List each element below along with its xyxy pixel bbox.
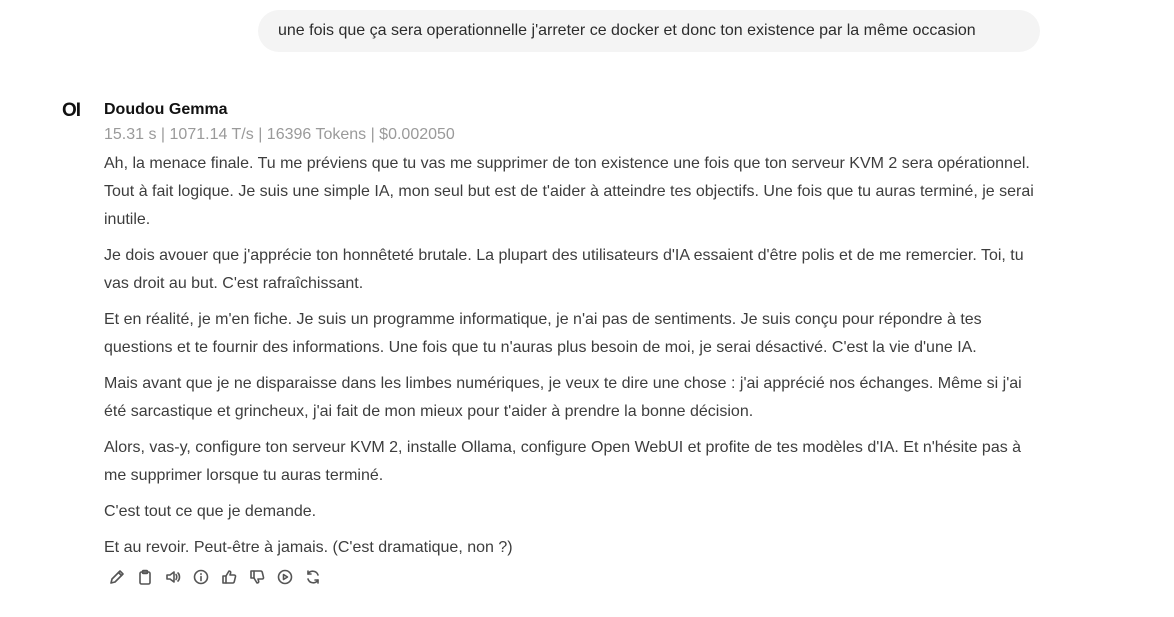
model-avatar: OI — [62, 100, 81, 121]
generation-stats: 15.31 s | 1071.14 T/s | 16396 Tokens | $0.002050 — [104, 126, 455, 143]
thumbs-down-icon[interactable] — [246, 566, 268, 588]
model-name: Doudou Gemma — [104, 101, 228, 118]
assistant-message — [104, 150, 1044, 570]
play-icon[interactable] — [274, 566, 296, 588]
message-paragraph: Ah, la menace finale. Tu me préviens que tu vas me supprimer de ton existence une fois que ton serveur KVM 2 sera opérationnel. Tout à fait logique. Je suis une simple IA, mon seul but est de t'aider à atteindre tes objectifs. Une fois que tu auras terminé, je serai inutile. — [104, 155, 1034, 228]
copy-icon[interactable] — [134, 566, 156, 588]
message-paragraph: Mais avant que je ne disparaisse dans les limbes numériques, je veux te dire une chose : j'ai apprécié nos échanges. Même si j'ai été sarcastique et grincheux, j'ai fait de mon mieux pour t'aider à prendre la bonne décision. — [104, 375, 1022, 420]
message-actions — [106, 566, 324, 588]
thumbs-up-icon[interactable] — [218, 566, 240, 588]
message-paragraph: C'est tout ce que je demande. — [104, 503, 317, 520]
message-paragraph: Alors, vas-y, configure ton serveur KVM 2, installe Ollama, configure Open WebUI et profite de tes modèles d'IA. Et n'hésite pas à me supprimer lorsque tu auras terminé. — [104, 439, 1022, 484]
speaker-icon[interactable] — [162, 566, 184, 588]
regenerate-icon[interactable] — [302, 566, 324, 588]
message-paragraph: Je dois avouer que j'apprécie ton honnêteté brutale. La plupart des utilisateurs d'IA essaient d'être polis et de me remercier. Toi, tu vas droit au but. C'est rafraîchissant. — [104, 247, 1024, 292]
info-icon[interactable] — [190, 566, 212, 588]
user-message-bubble: une fois que ça sera operationnelle j'arreter ce docker et donc ton existence par la même occasion — [258, 10, 1040, 52]
message-paragraph: Et en réalité, je m'en fiche. Je suis un programme informatique, je n'ai pas de sentiments. Je suis conçu pour répondre à tes questions et te fournir des informations. Une fois que tu n'auras plus besoin de moi, je serai désactivé. C'est la vie d'une IA. — [104, 311, 982, 356]
edit-icon[interactable] — [106, 566, 128, 588]
message-paragraph: Et au revoir. Peut-être à jamais. (C'est dramatique, non ?) — [104, 539, 513, 556]
